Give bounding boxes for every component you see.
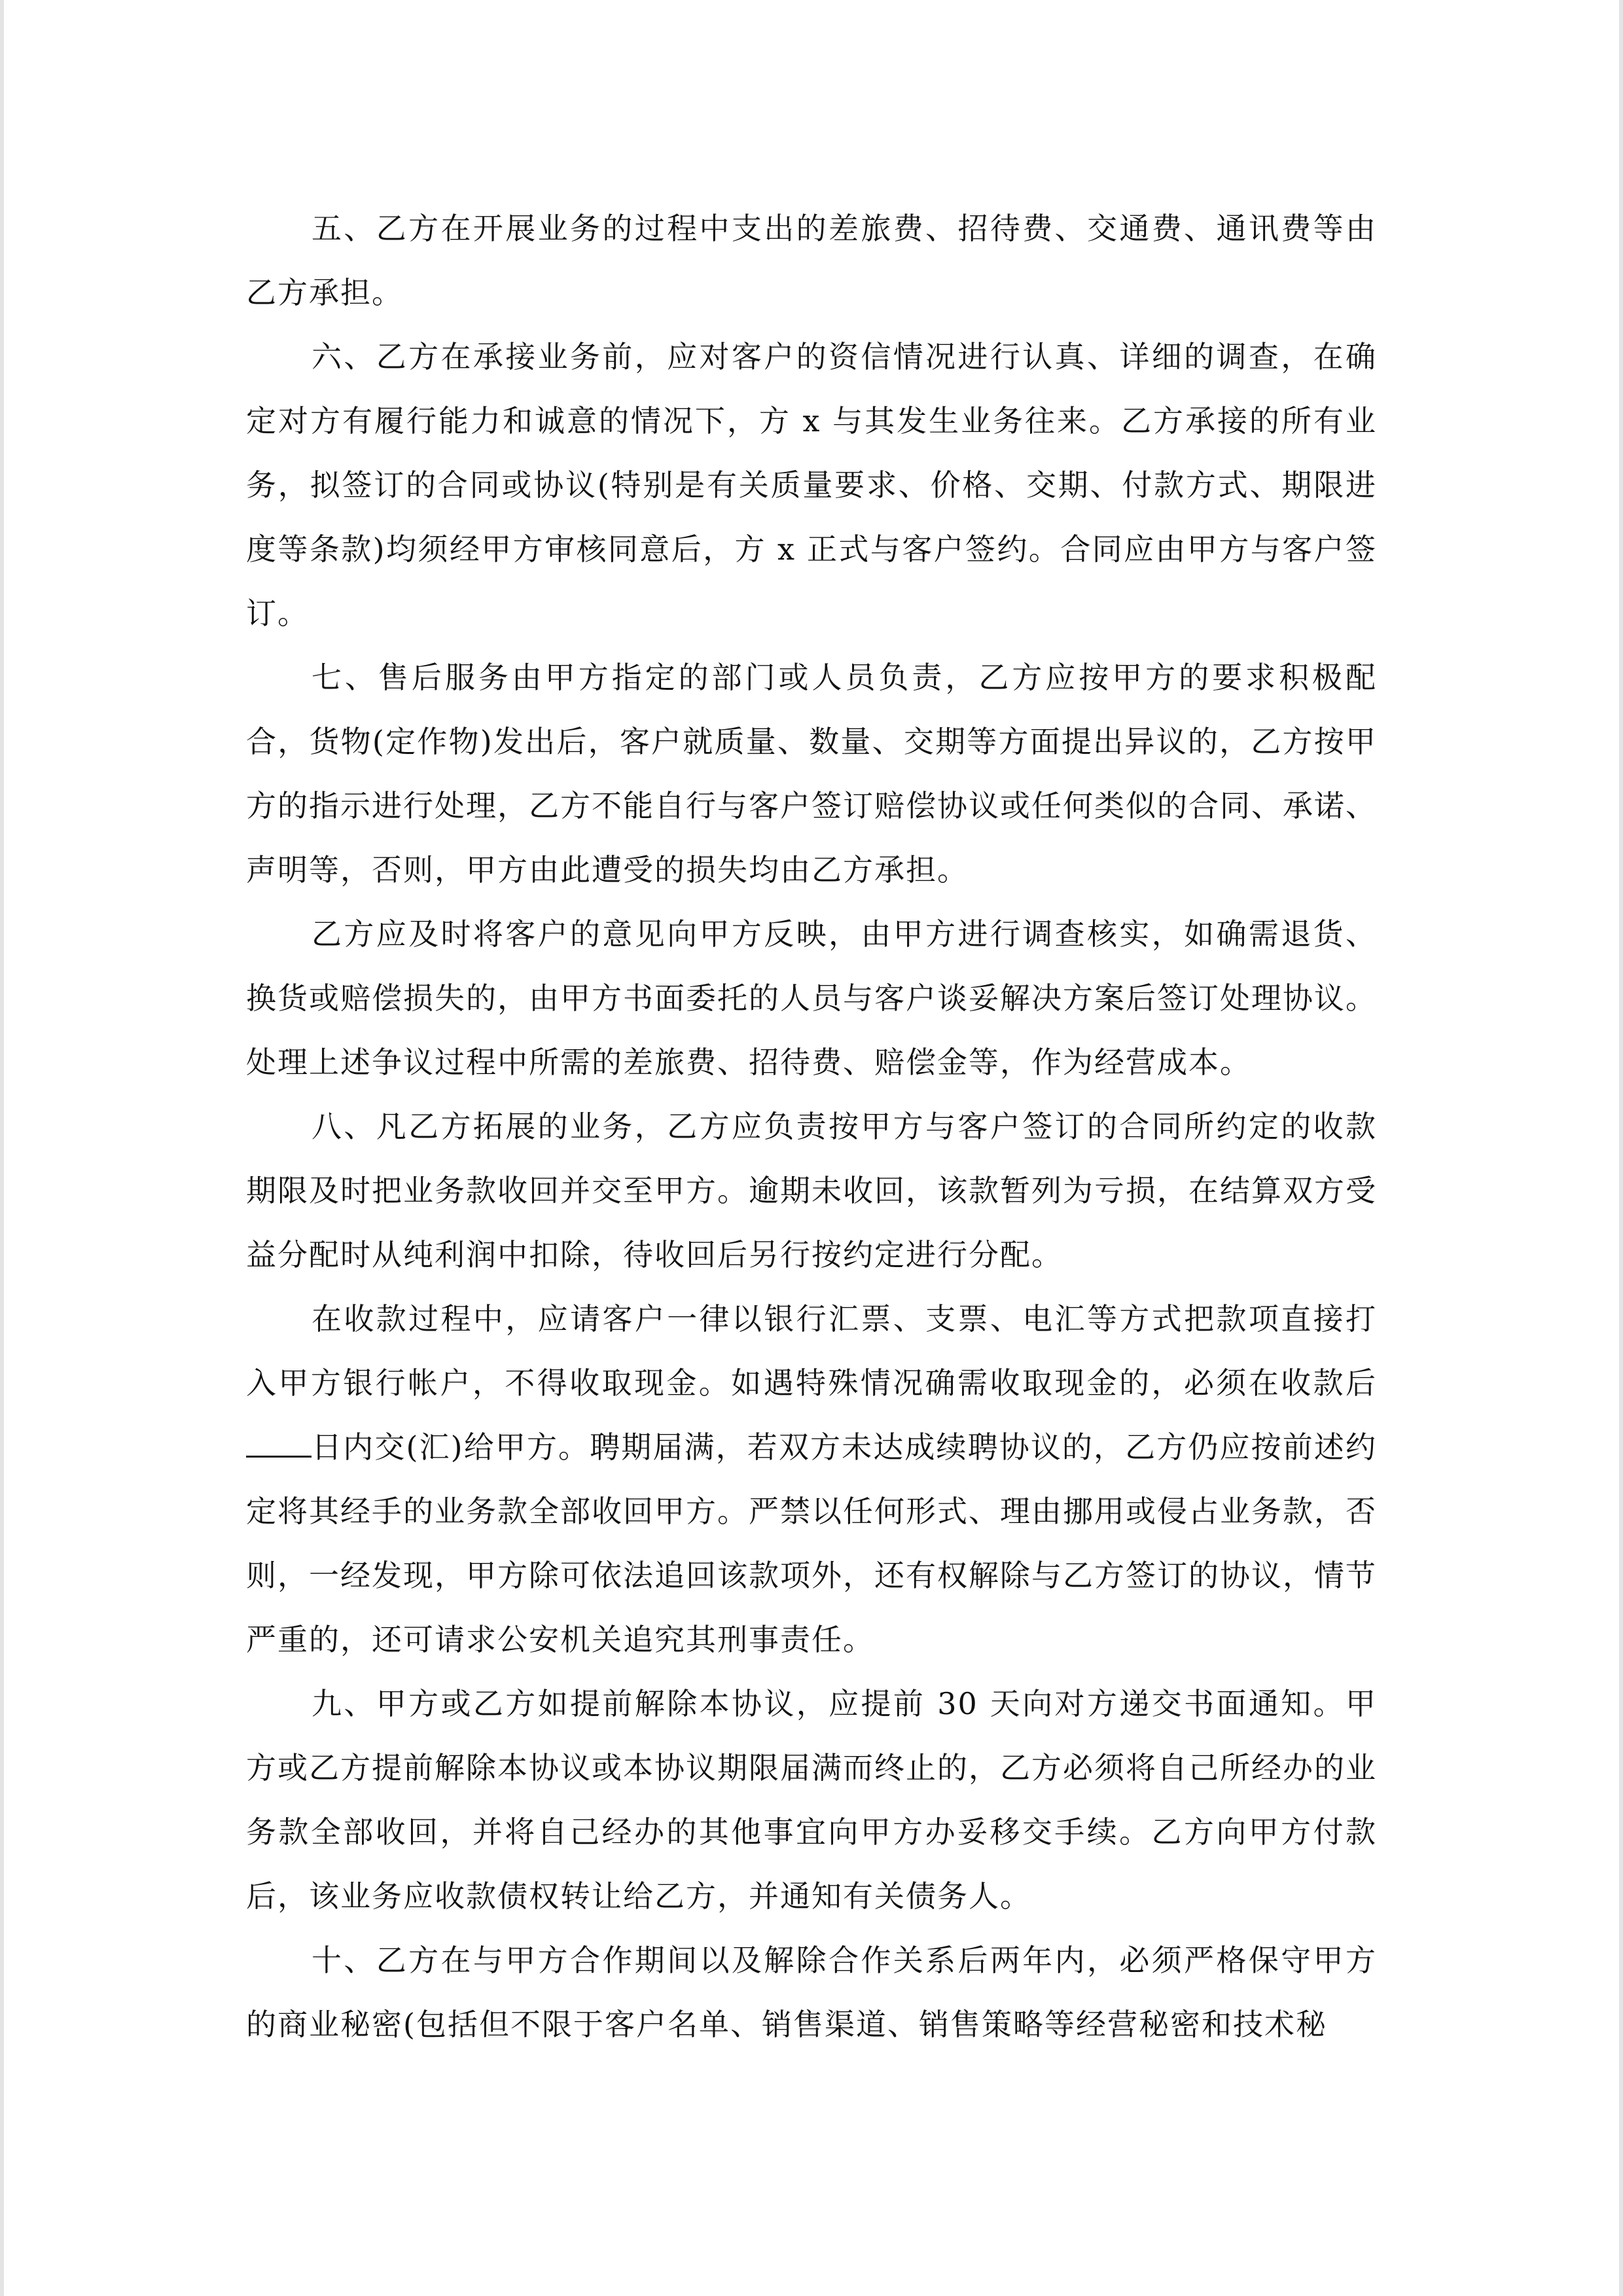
clause-8-supplement-part-2: 日内交(汇)给甲方。聘期届满，若双方未达成续聘协议的，乙方仍应按前述约定将其经手的业务款全部收回甲方。严禁以任何形式、理由挪用或侵占业务款，否则，一经发现，甲方除可依法追回该款项外，还有权解除与乙方签订的协议，情节严重的，还可请求公安机关追究其刑事责任。 xyxy=(246,1429,1377,1657)
clause-7-supplement: 乙方应及时将客户的意见向甲方反映，由甲方进行调查核实，如确需退货、换货或赔偿损失的，由甲方书面委托的人员与客户谈妥解决方案后签订处理协议。处理上述争议过程中所需的差旅费、招待费、赔偿金等，作为经营成本。 xyxy=(246,916,1377,1080)
clause-10: 十、乙方在与甲方合作期间以及解除合作关系后两年内，必须严格保守甲方的商业秘密(包括但不限于客户名单、销售渠道、销售策略等经营秘密和技术秘 xyxy=(246,1943,1377,2042)
clause-6: 六、乙方在承接业务前，应对客户的资信情况进行认真、详细的调查，在确定对方有履行能力和诚意的情况下，方 x 与其发生业务往来。乙方承接的所有业务，拟签订的合同或协议(特别是有关质量要求、价格、交期、付款方式、期限进度等条款)均须经甲方审核同意后，方 x 正式与客户签约。合同应由甲方与客户签订。 xyxy=(246,339,1377,631)
clause-8-supplement-part-1: 在收款过程中，应请客户一律以银行汇票、支票、电汇等方式把款项直接打入甲方银行帐户，不得收取现金。如遇特殊情况确需收取现金的，必须在收款后 xyxy=(246,1301,1377,1401)
scan-edge-left xyxy=(0,0,4,2296)
document-body xyxy=(246,196,1377,2056)
scan-edge-right xyxy=(1619,0,1623,2296)
days-blank-line xyxy=(246,1426,312,1458)
clause-8: 八、凡乙方拓展的业务，乙方应负责按甲方与客户签订的合同所约定的收款期限及时把业务款收回并交至甲方。逾期未收回，该款暂列为亏损，在结算双方受益分配时从纯利润中扣除，待收回后另行按约定进行分配。 xyxy=(246,1109,1377,1272)
clause-9: 九、甲方或乙方如提前解除本协议，应提前 30 天向对方递交书面通知。甲方或乙方提前解除本协议或本协议期限届满而终止的，乙方必须将自己所经办的业务款全部收回，并将自己经办的其他事宜向甲方办妥移交手续。乙方向甲方付款后，该业务应收款债权转让给乙方，并通知有关债务人。 xyxy=(246,1686,1377,1914)
clause-8-supplement xyxy=(246,1287,1377,1672)
clause-7: 七、售后服务由甲方指定的部门或人员负责，乙方应按甲方的要求积极配合，货物(定作物)发出后，客户就质量、数量、交期等方面提出异议的，乙方按甲方的指示进行处理，乙方不能自行与客户签订赔偿协议或任何类似的合同、承诺、声明等，否则，甲方由此遭受的损失均由乙方承担。 xyxy=(246,660,1377,888)
clause-5: 五、乙方在开展业务的过程中支出的差旅费、招待费、交通费、通讯费等由乙方承担。 xyxy=(246,211,1377,310)
